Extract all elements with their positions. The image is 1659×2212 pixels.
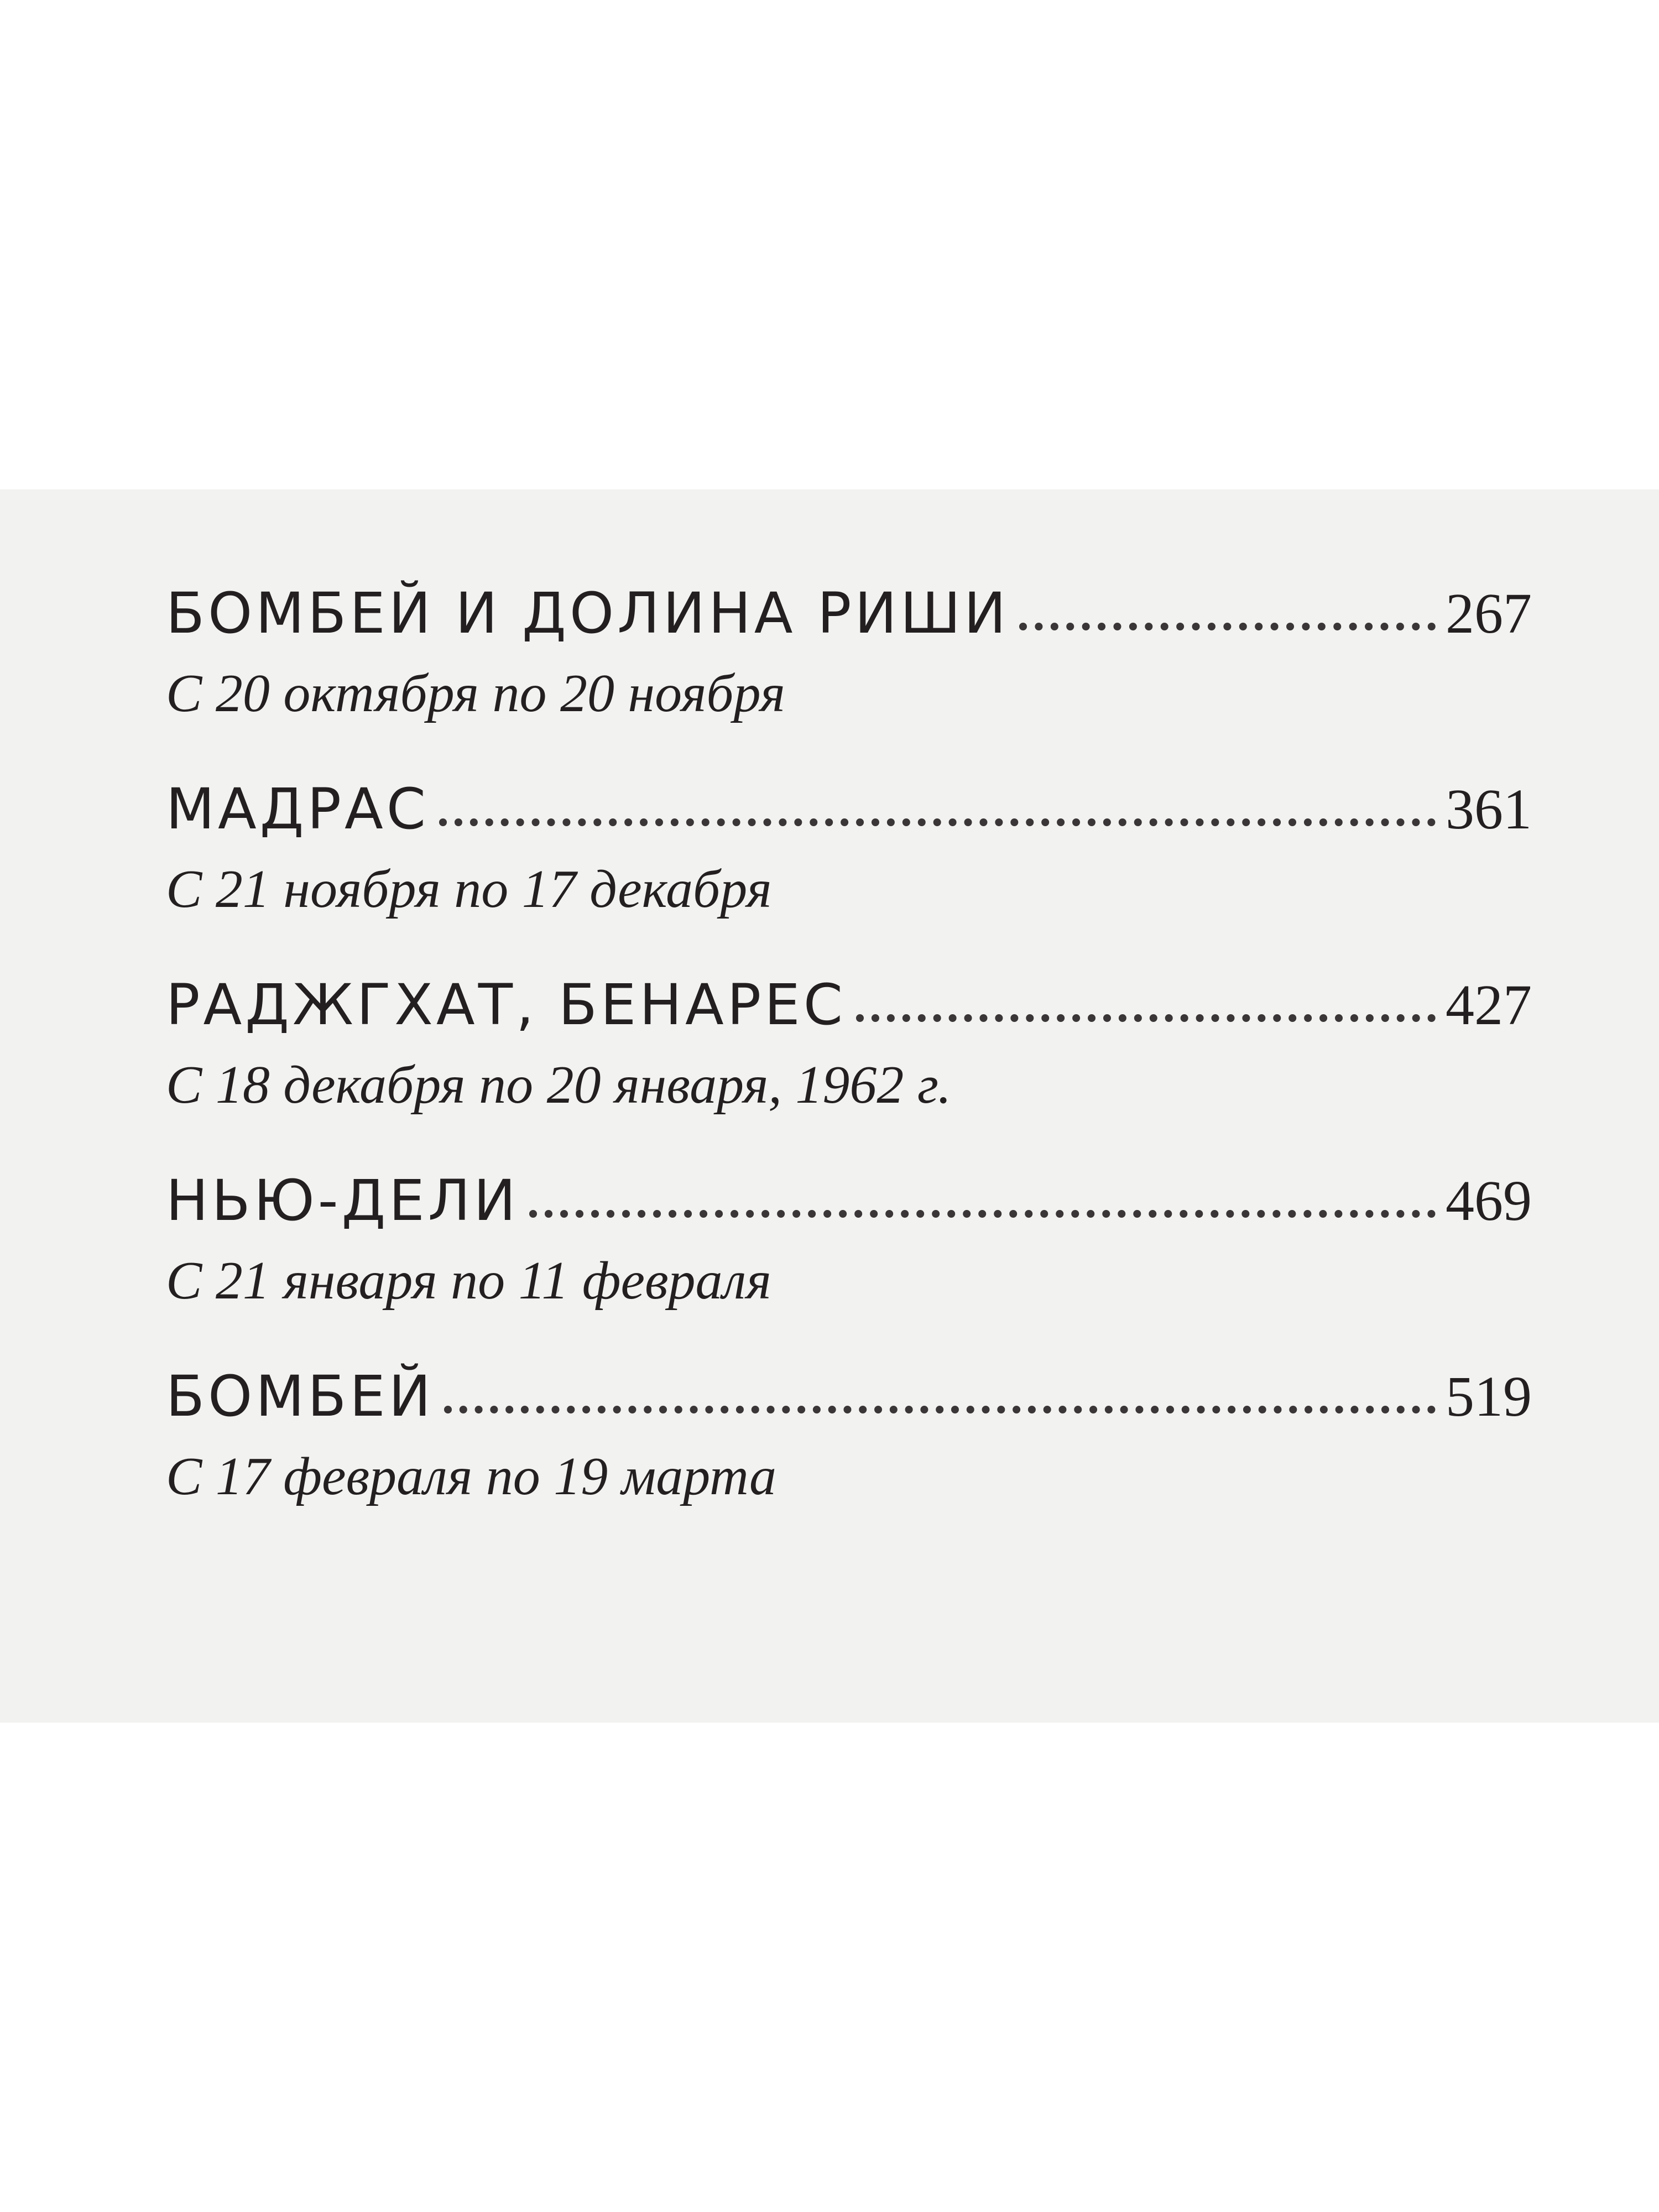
section-title: БОМБЕЙ И ДОЛИНА РИШИ <box>166 581 1010 646</box>
page-number: 469 <box>1446 1169 1532 1233</box>
toc-entry-heading <box>166 1168 1532 1240</box>
toc-entry <box>166 1168 1532 1364</box>
section-dates: С 21 января по 11 февраля <box>166 1251 771 1311</box>
section-title: РАДЖГХАТ, БЕНАРЕС <box>166 972 846 1038</box>
page-number: 361 <box>1446 778 1532 841</box>
page-number: 267 <box>1446 582 1532 645</box>
toc-entry-heading <box>166 972 1532 1044</box>
toc-entry <box>166 581 1532 776</box>
toc-entry-heading <box>166 1364 1532 1436</box>
section-title: НЬЮ-ДЕЛИ <box>166 1168 519 1234</box>
toc-entry <box>166 776 1532 972</box>
dot-leader <box>444 1406 1436 1413</box>
page-number: 427 <box>1446 973 1532 1037</box>
section-dates: С 18 декабря по 20 января, 1962 г. <box>166 1055 952 1115</box>
dot-leader <box>1019 623 1436 630</box>
dot-leader <box>439 818 1436 826</box>
toc-entry-heading <box>166 776 1532 848</box>
toc-entry <box>166 1364 1532 1559</box>
dot-leader <box>856 1014 1436 1022</box>
table-of-contents <box>166 581 1532 1559</box>
section-dates: С 20 октября по 20 ноября <box>166 664 785 723</box>
section-dates: С 17 февраля по 19 марта <box>166 1447 776 1506</box>
section-title: МАДРАС <box>166 776 429 842</box>
section-dates: С 21 ноября по 17 декабря <box>166 859 772 919</box>
toc-entry-heading <box>166 581 1532 653</box>
page-number: 519 <box>1446 1365 1532 1428</box>
toc-entry <box>166 972 1532 1168</box>
section-title: БОМБЕЙ <box>166 1364 434 1430</box>
dot-leader <box>529 1210 1436 1218</box>
